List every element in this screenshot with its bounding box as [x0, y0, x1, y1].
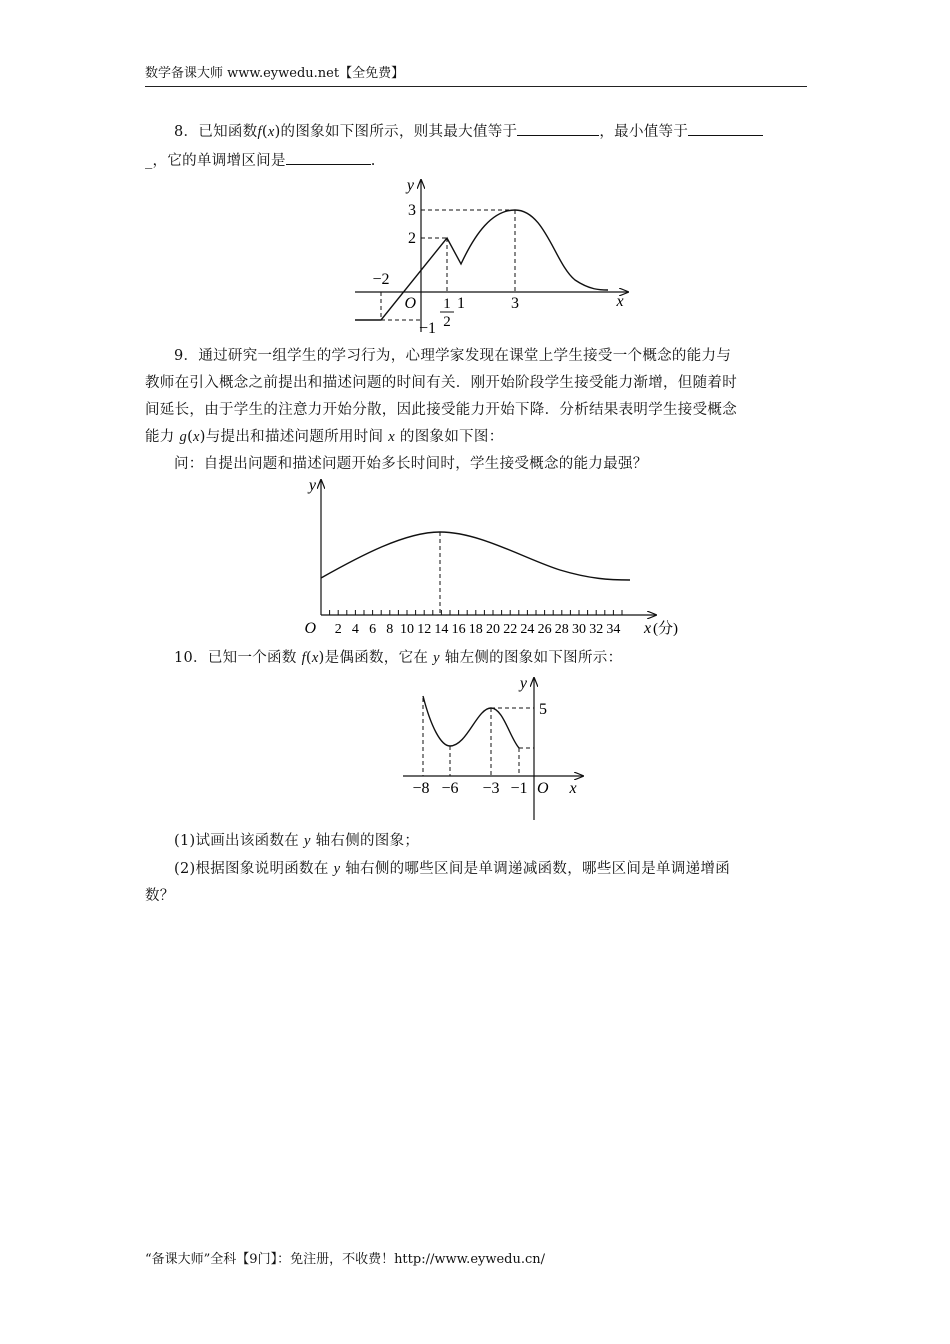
fig9-x-tick-label: 6 [369, 622, 377, 637]
q9-line4-var2: x [388, 429, 396, 445]
q8-number: 8． [174, 124, 199, 140]
fig8-y-label: y [406, 177, 414, 194]
q8-blank-max[interactable] [517, 121, 599, 136]
fig8-x-tick-3: 3 [511, 295, 519, 312]
q10-text-c: )是偶函数，它在 [318, 650, 434, 666]
q9-line4-c: )与提出和描述问题所用时间 [199, 429, 389, 445]
question-8-line2 [145, 148, 807, 175]
fig9-x-tick-label: 14 [434, 622, 449, 637]
q10-text-a: 已知一个函数 [207, 650, 302, 666]
figure-8-graph [350, 172, 640, 342]
fig10-x-tick-neg3: −3 [482, 780, 500, 797]
question-10 [145, 645, 807, 672]
fig9-x-tick-label: 32 [589, 622, 604, 637]
question-9-line4 [145, 424, 807, 451]
fig9-x-label: x [644, 620, 652, 637]
fig9-x-tick-label: 24 [520, 622, 535, 637]
fig9-x-unit: (分) [653, 621, 678, 637]
fig9-origin: O [304, 620, 316, 637]
q10-func: f [301, 650, 306, 666]
q8-func: f [257, 124, 262, 140]
q10-sub2-a: (2)根据图象说明函数在 [174, 861, 334, 877]
q8-var: x [267, 124, 275, 140]
fig8-x-tick-neg2: −2 [372, 271, 390, 288]
q10-sub2-cont: 数？ [145, 888, 175, 904]
fig8-y-tick-2: 2 [408, 230, 416, 247]
q9-number: 9． [174, 348, 199, 364]
figure-10-graph [395, 672, 595, 822]
fig10-y-tick-5: 5 [539, 701, 547, 718]
fig10-x-label: x [569, 780, 577, 797]
q9-line4-a: 能力 [145, 429, 180, 445]
fig8-half-den: 2 [443, 314, 451, 330]
page-footer: “备课大师”全科【9门】：免注册，不收费！http://www.eywedu.cn/ [145, 1252, 546, 1267]
fig9-tick-marks [330, 610, 622, 615]
fig9-x-tick-label: 10 [400, 622, 414, 637]
q10-text-d: 轴左侧的图象如下图所示： [439, 650, 623, 666]
q8-text-e: _，它的单调增区间是 [145, 153, 286, 169]
fig9-x-tick-label: 22 [503, 622, 518, 637]
q10-sub1-axis: y [303, 833, 311, 849]
fig9-x-tick-label: 34 [606, 622, 621, 637]
fig8-y-tick-3: 3 [408, 202, 416, 219]
fig9-x-tick-label: 18 [468, 622, 483, 637]
q9-line3: 间延长，由于学生的注意力开始分散，因此接受能力开始下降．分析结果表明学生接受概念 [145, 402, 737, 418]
q8-blank-min[interactable] [688, 121, 763, 136]
q9-line4-var: x [193, 429, 200, 445]
q9-line4-d: 的图象如下图： [395, 429, 504, 445]
q10-sub1-b: 轴右侧的图象； [310, 833, 420, 849]
fig10-dashed-guides [423, 698, 534, 776]
q9-line4-b: ( [187, 429, 194, 445]
q9-line2: 教师在引入概念之前提出和描述问题的时间有关．刚开始阶段学生接受能力渐增，但随着时 [145, 375, 737, 391]
q8-text-c: )的图象如下图所示，则其最大值等于 [274, 124, 518, 140]
fig10-curve [423, 696, 519, 748]
fig9-x-tick-label: 16 [451, 622, 466, 637]
q10-number: 10． [174, 650, 208, 666]
fig10-x-tick-neg6: −6 [441, 780, 459, 797]
q10-sub2 [145, 856, 807, 883]
q9-line4-func: g [179, 429, 188, 445]
page-header: 数学备课大师 www.eywedu.net【全免费】 [145, 66, 405, 81]
fig9-x-tick-label: 28 [554, 622, 569, 637]
q10-sub1 [145, 828, 807, 855]
fig8-x-label: x [616, 293, 624, 310]
q8-text-a: 已知函数 [198, 124, 258, 140]
fig9-x-tick-label: 4 [351, 622, 359, 637]
q8-text-b: ( [261, 124, 268, 140]
fig8-y-tick-neg1: −1 [418, 320, 436, 337]
q10-sub2-b: 轴右侧的哪些区间是单调递减函数，哪些区间是单调递增函 [340, 861, 731, 877]
figure-9-graph [300, 474, 690, 644]
fig8-half-num: 1 [443, 296, 451, 312]
fig8-origin: O [404, 295, 416, 312]
q10-sub2-axis: y [333, 861, 341, 877]
q10-axis: y [433, 650, 440, 666]
q8-text-f: . [370, 153, 376, 169]
fig9-x-tick-label: 2 [334, 622, 342, 637]
fig9-x-tick-label: 26 [537, 622, 552, 637]
fig10-x-tick-neg1: −1 [510, 780, 528, 797]
fig9-y-label: y [308, 477, 316, 494]
fig10-y-label: y [519, 675, 527, 692]
fig8-curve [355, 210, 608, 320]
q9-question: 问：自提出问题和描述问题开始多长时间时，学生接受概念的能力最强？ [174, 456, 648, 472]
header-rule [145, 86, 807, 87]
fig8-x-tick-1: 1 [457, 295, 465, 312]
fig9-x-tick-label: 12 [417, 622, 432, 637]
fig9-tick-labels [335, 622, 621, 637]
fig10-origin: O [537, 780, 549, 797]
q10-sub1-a: (1)试画出该函数在 [174, 833, 304, 849]
q8-text-d: ，最小值等于 [599, 124, 689, 140]
q8-blank-interval[interactable] [286, 150, 371, 165]
fig9-x-tick-label: 30 [572, 622, 586, 637]
question-8 [145, 119, 807, 146]
q10-text-b: ( [305, 650, 312, 666]
q10-var: x [311, 650, 319, 666]
question-9-line1 [145, 343, 807, 370]
fig9-x-tick-label: 20 [486, 622, 500, 637]
fig10-x-tick-neg8: −8 [412, 780, 430, 797]
fig9-x-tick-label: 8 [386, 622, 394, 637]
q9-line1: 通过研究一组学生的学习行为，心理学家发现在课堂上学生接受一个概念的能力与 [198, 348, 732, 364]
fig9-curve [321, 532, 630, 580]
